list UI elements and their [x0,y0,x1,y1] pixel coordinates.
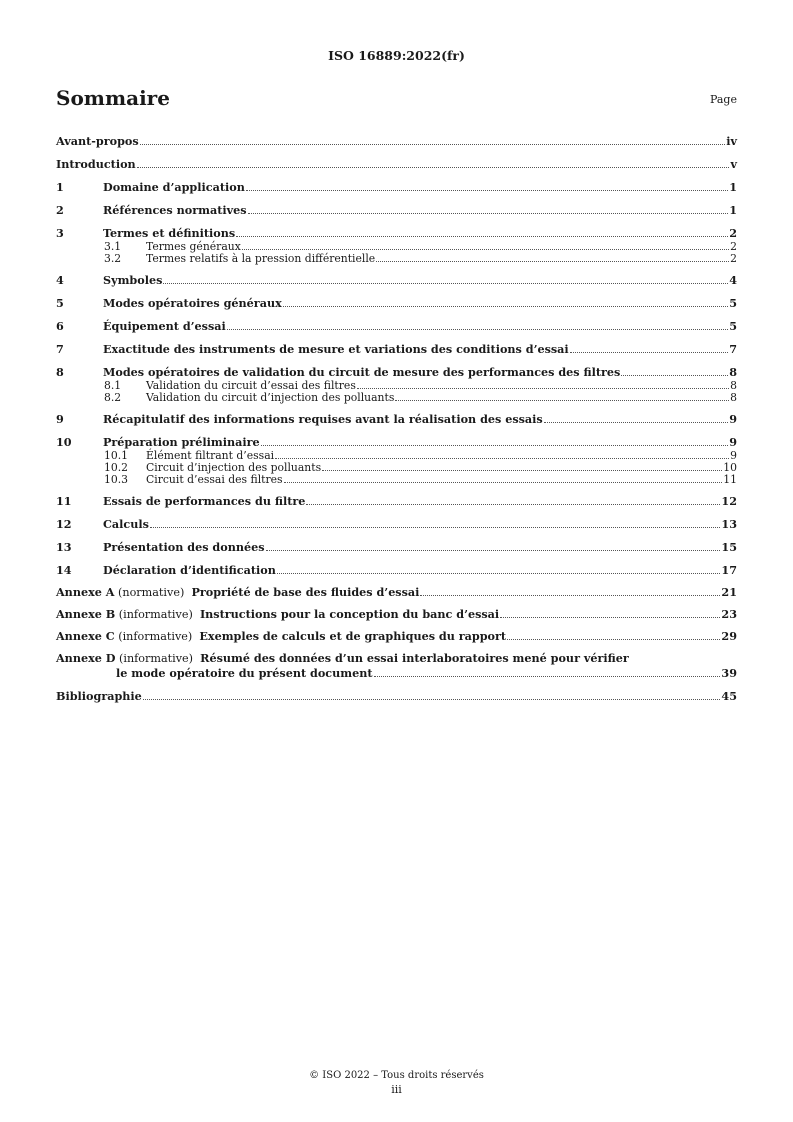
entry-page: 1 [729,203,737,217]
toc-entry[interactable] [56,295,737,311]
entry-title: Modes opératoires de validation du circuit de mesure des performances des filtres [103,365,621,379]
leader-dots [357,388,729,389]
entry-title: Validation du circuit d’injection des polluants [146,391,395,404]
page-title: Sommaire [56,86,170,110]
entry-number: 8 [56,365,64,379]
leader-dots [248,213,729,214]
toc-entry[interactable] [56,562,737,578]
toc-annex-c[interactable] [56,629,737,644]
leader-dots [374,676,721,677]
annex-label: Annexe A [56,585,115,599]
entry-number: 3 [56,226,64,240]
entry-page: 9 [729,435,737,449]
table-of-contents [56,126,737,704]
toc-entry[interactable] [56,364,737,380]
entry-page: 15 [721,540,737,554]
entry-page: 10 [723,461,737,474]
entry-title: Circuit d’injection des polluants [146,461,322,474]
entry-title: Calculs [103,517,149,531]
leader-dots [376,261,729,262]
annex-type: (informative) [119,652,194,665]
toc-annex-b[interactable] [56,607,737,622]
entry-number: 10.1 [104,449,129,462]
annex-title: Exemples de calculs et de graphiques du rapport [199,629,507,643]
entry-number: 13 [56,540,72,554]
leader-dots [163,283,728,284]
entry-title: Essais de performances du filtre [103,494,306,508]
entry-page: 8 [730,379,737,392]
leader-dots [150,527,721,528]
leader-dots [284,482,723,483]
leader-dots [283,306,728,307]
leader-dots [322,470,722,471]
entry-number: 3.1 [104,240,122,253]
toc-annex-d[interactable] [56,651,737,681]
entry-page: 13 [721,517,737,531]
entry-page: 8 [730,391,737,404]
annex-title-line1: Résumé des données d’un essai interlaboratoires mené pour vérifier [200,651,629,665]
entry-number: 9 [56,412,64,426]
toc-annex-a[interactable] [56,585,737,600]
annex-d-line1 [56,651,737,666]
toc-entry[interactable] [56,411,737,427]
entry-title: Présentation des données [103,540,265,554]
title-row [56,86,737,114]
entry-title: Symboles [103,273,163,287]
leader-dots [227,329,728,330]
annex-label: Annexe B [56,607,116,621]
annex-type: (informative) [118,630,193,643]
leader-dots [395,400,729,401]
toc-entry[interactable] [56,516,737,532]
entry-page: 2 [730,252,737,265]
entry-page: 2 [730,240,737,253]
annex-type: (normative) [118,586,185,599]
entry-number: 4 [56,273,64,287]
toc-entry[interactable] [56,493,737,509]
toc-entries [56,133,737,578]
entry-page: 5 [729,296,737,310]
entry-page: 12 [721,494,737,508]
annex-type: (informative) [118,608,193,621]
entry-page: iv [726,134,737,148]
page-column-label: Page [709,93,737,106]
toc-subentry[interactable] [56,253,737,265]
leader-dots [507,639,720,640]
annex-title-line2: le mode opératoire du présent document [116,666,373,680]
annex-label: Annexe C [56,629,115,643]
toc-subentry[interactable] [56,474,737,486]
entry-page: 8 [729,365,737,379]
annex-label: Annexe D [56,651,116,665]
entry-number: 7 [56,342,64,356]
entry-title: Préparation préliminaire [103,435,260,449]
toc-entry[interactable] [56,434,737,450]
entry-title: Exactitude des instruments de mesure et variations des conditions d’essai [103,342,569,356]
entry-title: Validation du circuit d’essai des filtres [146,379,356,392]
entry-page: 9 [729,412,737,426]
entry-number: 12 [56,517,72,531]
entry-page: 17 [721,563,737,577]
entry-title: Domaine d’application [103,180,245,194]
annex-page: 39 [721,666,737,680]
leader-dots [140,144,726,145]
leader-dots [277,573,721,574]
entry-page: 9 [730,449,737,462]
entry-title: Élément filtrant d’essai [146,449,275,462]
leader-dots [420,595,720,596]
entry-title: Termes relatifs à la pression différentielle [146,252,376,265]
leader-dots [236,236,728,237]
entry-number: 11 [56,494,72,508]
page-footer [0,1069,793,1097]
leader-dots [261,445,729,446]
leader-dots [621,375,728,376]
toc-entry[interactable] [56,179,737,195]
toc-entry[interactable] [56,133,737,149]
entry-title: Références normatives [103,203,247,217]
copyright-notice: © ISO 2022 – Tous droits réservés [309,1070,484,1081]
entry-title: Équipement d’essai [103,319,226,333]
toc-entry[interactable] [56,225,737,241]
entry-number: 2 [56,203,64,217]
entry-number: 1 [56,180,64,194]
entry-page: 45 [721,689,737,703]
toc-entry[interactable] [56,202,737,218]
leader-dots [242,249,729,250]
entry-title: Déclaration d’identification [103,563,276,577]
toc-entry[interactable] [56,272,737,288]
entry-number: 14 [56,563,72,577]
entry-number: 6 [56,319,64,333]
leader-dots [500,617,720,618]
entry-number: 3.2 [104,252,122,265]
entry-title: Circuit d’essai des filtres [146,473,283,486]
entry-title: Termes et définitions [103,226,236,240]
leader-dots [570,352,729,353]
toc-bibliography[interactable] [56,688,737,704]
entry-number: 10.2 [104,461,129,474]
document-header: ISO 16889:2022(fr) [328,48,465,63]
annex-d-line2 [56,666,737,681]
leader-dots [137,167,730,168]
toc-entry[interactable] [56,341,737,357]
toc-subentry[interactable] [56,392,737,404]
entry-number: 10 [56,435,72,449]
entry-page: 1 [729,180,737,194]
annex-title: Instructions pour la conception du banc d’essai [199,607,500,621]
annex-title: Propriété de base des fluides d’essai [191,585,420,599]
leader-dots [143,699,721,700]
leader-dots [246,190,728,191]
entry-title: Avant-propos [56,134,139,148]
entry-title: Bibliographie [56,689,142,703]
entry-number: 8.1 [104,379,122,392]
leader-dots [266,550,721,551]
toc-entry[interactable] [56,539,737,555]
annex-page: 29 [721,629,737,643]
entry-page: 2 [729,226,737,240]
entry-number: 10.3 [104,473,129,486]
toc-entry[interactable] [56,156,737,172]
leader-dots [275,458,729,459]
entry-title: Modes opératoires généraux [103,296,282,310]
entry-title: Récapitulatif des informations requises avant la réalisation des essais [103,412,543,426]
leader-dots [544,422,728,423]
entry-page: 5 [729,319,737,333]
entry-number: 8.2 [104,391,122,404]
annex-page: 21 [721,585,737,599]
annex-page: 23 [721,607,737,621]
entry-page: 4 [729,273,737,287]
entry-page: v [730,157,737,171]
toc-entry[interactable] [56,318,737,334]
entry-page: 11 [723,473,737,486]
entry-number: 5 [56,296,64,310]
entry-page: 7 [729,342,737,356]
entry-title: Introduction [56,157,136,171]
page-number: iii [391,1083,402,1096]
leader-dots [306,504,720,505]
entry-title: Termes généraux [146,240,241,253]
